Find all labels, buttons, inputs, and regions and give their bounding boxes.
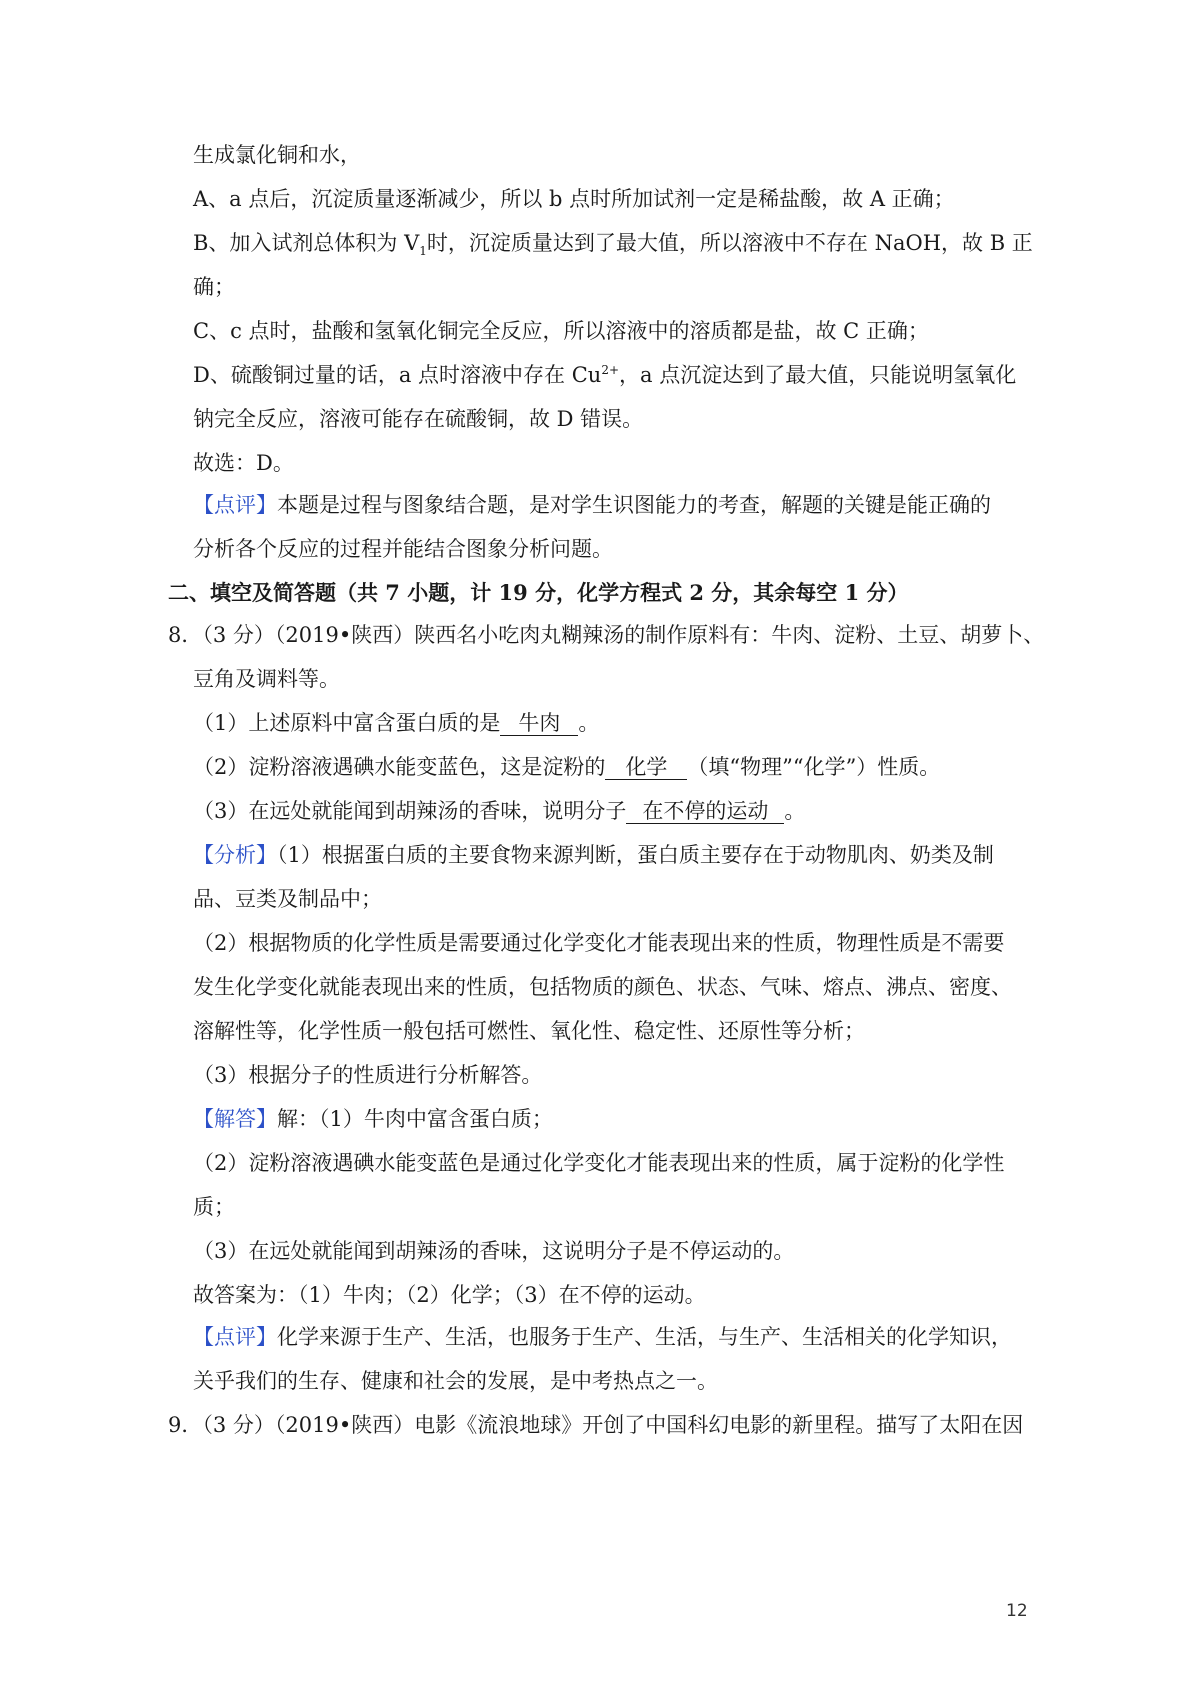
text: 8．（3 分）（2019•陕西）陕西名小吃肉丸糊辣汤的制作原料有：牛肉、淀粉、土豆、胡萝卜、 (168, 623, 1045, 647)
text: 9．（3 分）（2019•陕西）电影《流浪地球》开创了中国科幻电影的新里程。描写了太阳在因 (168, 1413, 1024, 1437)
question-line (168, 1410, 1023, 1440)
text: 豆角及调料等。 (193, 667, 340, 691)
page-number: 12 (1006, 1601, 1028, 1621)
solution-line (193, 1104, 553, 1134)
text: 二、填空及简答题（共 7 小题，计 19 分，化学方程式 2 分，其余每空 1 分） (168, 580, 909, 605)
text: 本题是过程与图象结合题，是对学生识图能力的考查，解题的关键是能正确的 (277, 493, 991, 517)
text: 解：（1）牛肉中富含蛋白质； (277, 1107, 553, 1131)
comment-tag: 【点评】 (193, 493, 277, 517)
text: （2）淀粉溶液遇碘水能变蓝色，这是淀粉的 (193, 755, 606, 779)
text: 分析各个反应的过程并能结合图象分析问题。 (193, 537, 613, 561)
text: 故答案为：（1）牛肉；（2）化学；（3）在不停的运动。 (193, 1283, 706, 1307)
text-line (193, 360, 1016, 390)
text-line (193, 1366, 718, 1396)
text-line (193, 272, 235, 302)
superscript: 2+ (601, 363, 620, 377)
text: 钠完全反应，溶液可能存在硫酸铜，故 D 错误。 (193, 407, 644, 431)
text-line (193, 1280, 706, 1310)
question-line (193, 664, 340, 694)
comment-line (193, 490, 991, 520)
text: ，a 点沉淀达到了最大值，只能说明氢氧化 (619, 363, 1017, 387)
text-line (193, 316, 929, 346)
text: 关乎我们的生存、健康和社会的发展，是中考热点之一。 (193, 1369, 718, 1393)
comment-tag: 【点评】 (193, 1325, 277, 1349)
text-line (193, 184, 955, 214)
text: 故选：D。 (193, 451, 294, 475)
analysis-line (193, 840, 994, 870)
text-line (193, 1236, 794, 1266)
text-line (193, 404, 643, 434)
analysis-tag: 【分析】 (193, 843, 277, 867)
answer-blank: 化学 (605, 755, 687, 780)
text: （填“物理”“化学”）性质。 (687, 755, 941, 779)
text-line (193, 228, 1033, 258)
solution-tag: 【解答】 (193, 1107, 277, 1131)
question-part (193, 796, 805, 826)
question-part (193, 708, 599, 738)
answer-blank: 在不停的运动 (626, 799, 784, 824)
text-line (193, 1192, 235, 1222)
text: 。 (578, 711, 600, 735)
text: （3）在远处就能闻到胡辣汤的香味，说明分子 (193, 799, 627, 823)
section-heading (168, 578, 909, 608)
text: 。 (784, 799, 806, 823)
text: 品、豆类及制品中； (193, 887, 382, 911)
text-line (193, 140, 361, 170)
comment-line (193, 1322, 1012, 1352)
text: 质； (193, 1195, 235, 1219)
text-line (193, 928, 1004, 958)
text-line (193, 448, 294, 478)
text: （1）根据蛋白质的主要食物来源判断，蛋白质主要存在于动物肌肉、奶类及制 (277, 843, 994, 867)
text: （1）上述原料中富含蛋白质的是 (193, 711, 501, 735)
text: 发生化学变化就能表现出来的性质，包括物质的颜色、状态、气味、熔点、沸点、密度、 (193, 975, 1012, 999)
text: C、c 点时，盐酸和氢氧化铜完全反应，所以溶液中的溶质都是盐，故 C 正确； (193, 319, 929, 343)
text: D、硫酸铜过量的话，a 点时溶液中存在 Cu (193, 363, 602, 387)
text: 时，沉淀质量达到了最大值，所以溶液中不存在 NaOH，故 B 正 (426, 231, 1033, 255)
text-line (193, 1016, 865, 1046)
subscript: 1 (419, 244, 427, 259)
text: B、加入试剂总体积为 V (193, 231, 420, 255)
text-line (193, 1060, 542, 1090)
text: 溶解性等，化学性质一般包括可燃性、氧化性、稳定性、还原性等分析； (193, 1019, 865, 1043)
question-part (193, 752, 940, 782)
text: （3）根据分子的性质进行分析解答。 (193, 1063, 543, 1087)
text-line (193, 534, 613, 564)
question-line (168, 620, 1044, 650)
text: 生成氯化铜和水， (193, 143, 361, 167)
text: A、a 点后，沉淀质量逐渐减少，所以 b 点时所加试剂一定是稀盐酸，故 A 正确； (193, 187, 955, 211)
text: （2）根据物质的化学性质是需要通过化学变化才能表现出来的性质，物理性质是不需要 (193, 931, 1005, 955)
text: （3）在远处就能闻到胡辣汤的香味，这说明分子是不停运动的。 (193, 1239, 795, 1263)
text: 确； (193, 275, 235, 299)
text: （2）淀粉溶液遇碘水能变蓝色是通过化学变化才能表现出来的性质，属于淀粉的化学性 (193, 1151, 1005, 1175)
text-line (193, 884, 382, 914)
text-line (193, 972, 1012, 1002)
answer-blank: 牛肉 (500, 711, 578, 736)
text: 化学来源于生产、生活，也服务于生产、生活，与生产、生活相关的化学知识， (277, 1325, 1012, 1349)
text-line (193, 1148, 1004, 1178)
